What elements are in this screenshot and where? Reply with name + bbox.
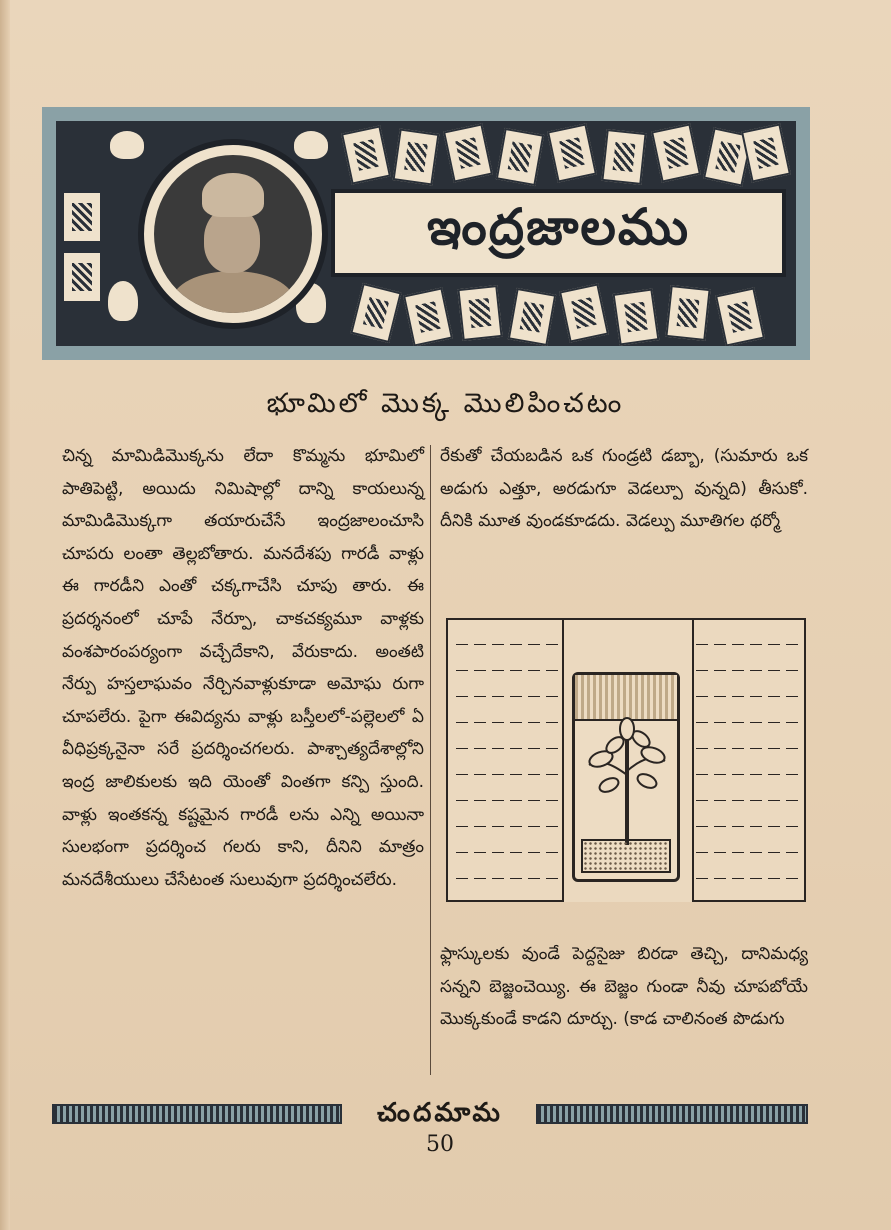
rabbit-icon xyxy=(108,281,138,321)
playing-card-icon xyxy=(457,285,502,341)
portrait-image xyxy=(154,155,312,313)
playing-card-icon xyxy=(341,125,391,184)
playing-card-icon xyxy=(62,251,102,303)
playing-card-icon xyxy=(559,283,609,342)
turban-icon xyxy=(202,173,264,217)
title-banner xyxy=(42,107,810,360)
page-spine xyxy=(0,0,10,1230)
dove-icon xyxy=(294,131,328,159)
article-subtitle: భూమిలో మొక్క మొలిపించటం xyxy=(266,388,625,419)
footer-ornament-left xyxy=(52,1104,342,1124)
playing-card-icon xyxy=(62,191,102,243)
column-divider xyxy=(430,445,431,1075)
portrait-shoulders xyxy=(172,271,294,313)
right-column-text-top: రేకుతో చేయబడిన ఒక గుండ్రటి డబ్బా, (సుమారు ఒక అడుగు ఎత్తూ, అరడుగూ వెడల్పూ వున్నది) తీసుకో. దీనికి మూత వుండకూడదు. వెడల్పు మూతిగల థర్మో xyxy=(440,446,808,532)
dove-icon xyxy=(110,131,144,159)
plant-jar-illustration xyxy=(446,618,806,902)
page-title: ఇంద్రజాలము xyxy=(426,197,691,256)
playing-card-icon xyxy=(547,123,597,182)
footer-ornament-right xyxy=(536,1104,808,1124)
playing-card-icon xyxy=(403,287,453,346)
jar-icon xyxy=(572,672,680,882)
playing-card-icon xyxy=(393,128,440,185)
magician-portrait xyxy=(138,139,328,329)
left-column-text: చిన్న మామిడిమొక్కను లేదా కొమ్మను భూమిలో పాతిపెట్టి, అయిదు నిమిషాల్లో దాన్ని కాయలున్న మామిడిమొక్కగా తయారుచేసే ఇంద్రజాలంచూసి చూపరు లంతా తెల్లబోతారు. మనదేశపు గారడీ వాళ్లు ఈ గారడీని ఎంతో చక్కగాచేసి చూపు తారు. ఈ ప్రదర్శనంలో చూపే నేర్పూ, చాకచక్యమూ వాళ్లకు వంశపారంపర్యంగా వచ్చేదేకాని, వేరుకాదు. అంతటి నేర్పు హస్తలాఘవం నేర్చినవాళ్లుకూడా అమోఘ రుగా చూపలేరు. పైగా ఈవిద్యను వాళ్లు బస్తీలలో-పల్లెలలో ఏ వీధిప్రక్కనైనా సరే ప్రదర్శించగలరు. పాశ్చాత్యదేశాల్లోని ఇంద్ర జాలికులకు ఇది యెంతో వింతగా కన్పి స్తుంది. వాళ్లు ఇంతకన్న కష్టమైన గారడీ లను ఎన్ని అయినా సులభంగా ప్రదర్శించ గలరు కాని, దీనిని మాత్రం మనదేశీయులు చేసేటంత సులువుగా ప్రదర్శించలేరు. xyxy=(62,446,424,890)
jar-frame xyxy=(562,620,694,902)
soil-icon xyxy=(581,839,671,873)
playing-card-icon xyxy=(508,288,556,346)
right-hatching xyxy=(696,628,800,890)
page-number: 50 xyxy=(426,1132,454,1157)
playing-card-icon xyxy=(665,285,710,341)
playing-card-icon xyxy=(601,129,646,185)
playing-card-icon xyxy=(443,123,493,182)
playing-card-icon xyxy=(651,123,701,182)
playing-card-icon xyxy=(350,283,401,343)
left-hatching xyxy=(456,628,558,890)
magazine-name: చందమామ xyxy=(377,1098,503,1128)
playing-card-icon xyxy=(715,287,765,346)
right-column-text-bottom: ఫ్లాస్కులకు వుండే పెద్దసైజు బిరడా తెచ్చి, దానిమధ్య సన్నని బెజ్జంచెయ్యి. ఈ బెజ్జం గుండా నీవు చూపబోయే మొక్కకుండే కాడని దూర్చు. (కాడ చాలినంత పొడుగు xyxy=(440,944,808,1030)
playing-card-icon xyxy=(613,288,660,345)
playing-card-icon xyxy=(496,128,544,186)
banner-decoration xyxy=(56,121,796,346)
title-box xyxy=(331,189,786,277)
playing-card-icon xyxy=(741,123,791,182)
